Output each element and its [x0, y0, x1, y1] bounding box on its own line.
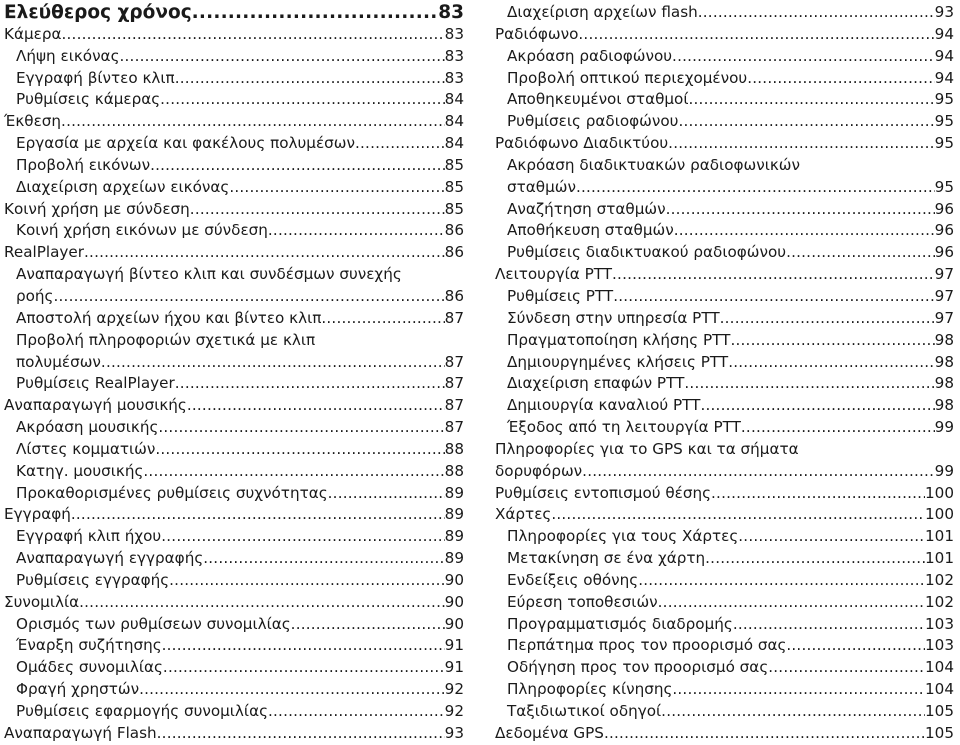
- dot-leader: [163, 657, 445, 679]
- toc-subentry[interactable]: [495, 111, 954, 133]
- toc-subentry[interactable]: [4, 68, 464, 90]
- toc-page-number: 97: [934, 265, 954, 284]
- toc-page-number: 85: [444, 177, 464, 196]
- toc-entry-title: Ρυθμίσεις εγγραφής: [16, 570, 170, 589]
- toc-entry-title: Χάρτες: [495, 505, 552, 524]
- toc-entry-title: Ρυθμίσεις κάμερας: [16, 90, 161, 109]
- toc-subentry[interactable]: [4, 657, 464, 679]
- toc-page-number: 83: [444, 46, 464, 65]
- toc-page-number: 103: [925, 614, 954, 633]
- toc-subentry[interactable]: [495, 308, 954, 330]
- toc-page-number: 86: [444, 286, 464, 305]
- toc-entry-title: Αναπαραγωγή εγγραφής: [16, 549, 204, 568]
- dot-leader: [190, 199, 445, 221]
- toc-entry[interactable]: [4, 395, 464, 417]
- toc-entry-title: Αποθήκευση σταθμών: [507, 221, 674, 240]
- toc-subentry[interactable]: [4, 133, 464, 155]
- toc-page-number: 87: [444, 308, 464, 327]
- toc-subentry[interactable]: [4, 483, 464, 505]
- toc-subentry[interactable]: [495, 635, 954, 657]
- toc-page-number: 85: [444, 155, 464, 174]
- toc-subentry[interactable]: [4, 526, 464, 548]
- toc-entry-title: Αναπαραγωγή μουσικής: [4, 396, 187, 415]
- toc-subentry[interactable]: [495, 395, 954, 417]
- dot-leader: [747, 68, 934, 90]
- toc-page-number: 85: [444, 199, 464, 218]
- toc-entry-title: Ραδιόφωνο: [495, 24, 579, 43]
- toc-entry-title: Προβολή οπτικού περιεχομένου: [507, 68, 748, 87]
- toc-subentry[interactable]: [495, 592, 954, 614]
- toc-subentry[interactable]: [495, 526, 954, 548]
- toc-entry-title: Οδήγηση προς τον προορισμό σας: [507, 658, 769, 677]
- dot-leader: [139, 679, 445, 701]
- toc-page-number: 100: [925, 483, 954, 502]
- toc-entry[interactable]: [4, 504, 464, 526]
- dot-leader: [268, 701, 445, 723]
- dot-leader: [786, 242, 935, 264]
- toc-entry-title: Διαχείριση αρχείων flash: [507, 3, 698, 21]
- toc-entry-title: Ρυθμίσεις RealPlayer: [16, 374, 175, 393]
- toc-entry-title: Δημιουργημένες κλήσεις PTT: [507, 352, 729, 371]
- dot-leader: [175, 68, 445, 90]
- toc-subentry[interactable]: [495, 242, 954, 264]
- dot-leader: [162, 635, 445, 657]
- toc-entry-title: Φραγή χρηστών: [16, 680, 140, 699]
- toc-subentry[interactable]: [495, 155, 954, 199]
- toc-page-number: 93: [934, 3, 954, 21]
- toc-subentry[interactable]: [4, 635, 464, 657]
- toc-subentry[interactable]: [495, 679, 954, 701]
- toc-entry-title: Μετακίνηση σε ένα χάρτη: [507, 549, 706, 568]
- toc-entry-title: Ορισμός των ρυθμίσεων συνομιλίας: [16, 614, 291, 633]
- toc-subentry[interactable]: [4, 701, 464, 723]
- toc-page-number: 94: [934, 46, 954, 65]
- dot-leader: [229, 177, 444, 199]
- toc-entry-title: Κοινή χρήση με σύνδεση: [4, 199, 190, 218]
- dot-leader: [672, 46, 935, 68]
- toc-entry-title: Ακρόαση μουσικής: [16, 418, 159, 437]
- toc-page-number: 91: [444, 658, 464, 677]
- toc-page-number: 94: [934, 68, 954, 87]
- dot-leader: [612, 264, 935, 286]
- toc-entry[interactable]: [495, 133, 954, 155]
- dot-leader: [668, 133, 935, 155]
- toc-entry[interactable]: [495, 24, 954, 46]
- toc-entry-title: Πραγματοποίηση κλήσης PTT: [507, 330, 731, 349]
- toc-page-number: 84: [444, 112, 464, 131]
- toc-subentry[interactable]: [495, 614, 954, 636]
- dot-leader: [155, 439, 444, 461]
- dot-leader: [720, 308, 935, 330]
- dot-leader: [321, 308, 444, 330]
- toc-page-number: 89: [444, 549, 464, 568]
- toc-page-number: 96: [934, 221, 954, 240]
- dot-leader: [730, 330, 934, 352]
- toc-entry-title: Προκαθορισμένες ρυθμίσεις συχνότητας: [16, 483, 328, 502]
- dot-leader: [786, 635, 925, 657]
- toc-entry-title: Αναζήτηση σταθμών: [507, 199, 666, 218]
- toc-entry-title: Πληροφορίες κίνησης: [507, 680, 673, 699]
- toc-page-number: 99: [934, 461, 954, 480]
- toc-entry[interactable]: [4, 592, 464, 614]
- toc-entry-title-line1: Πληροφορίες για το GPS και τα σήματα: [495, 439, 799, 458]
- toc-entry-title: Ρυθμίσεις PTT: [507, 286, 614, 305]
- toc-subentry[interactable]: [4, 330, 464, 374]
- toc-entry[interactable]: [495, 483, 954, 505]
- toc-entry-title: Κοινή χρήση εικόνων με σύνδεση: [16, 221, 268, 240]
- toc-page-number: 84: [444, 134, 464, 153]
- toc-subentry[interactable]: [4, 570, 464, 592]
- toc-entry-title: Δεδομένα GPS: [495, 723, 604, 742]
- toc-page-number: 95: [934, 112, 954, 131]
- toc-page-number: 83: [438, 2, 464, 23]
- dot-leader: [672, 679, 925, 701]
- toc-page-number: 105: [925, 723, 954, 742]
- toc-entry-title: Κάμερα: [4, 24, 62, 43]
- dot-leader: [576, 177, 935, 199]
- toc-page-number: 97: [934, 308, 954, 327]
- dot-leader: [150, 155, 445, 177]
- toc-page-number: 98: [934, 330, 954, 349]
- toc-entry-title: Ελεύθερος χρόνος: [4, 2, 192, 23]
- dot-leader: [101, 352, 445, 374]
- dot-leader: [79, 592, 445, 614]
- dot-leader: [192, 2, 439, 24]
- dot-leader: [700, 395, 934, 417]
- toc-entry-title: Λίστες κομματιών: [16, 439, 156, 458]
- toc-page-number: 102: [925, 570, 954, 589]
- toc-entry[interactable]: [495, 723, 954, 745]
- toc-entry-title: Εγγραφή κλιπ ήχου: [16, 527, 162, 546]
- dot-leader: [705, 548, 925, 570]
- toc-page-number: 89: [444, 483, 464, 502]
- toc-page-number: 87: [444, 352, 464, 371]
- toc-entry-title: σταθμών: [507, 177, 576, 196]
- toc-entry-title: Έξοδος από τη λειτουργία PTT: [507, 418, 741, 437]
- dot-leader: [613, 286, 934, 308]
- toc-subentry[interactable]: [495, 286, 954, 308]
- toc-page-number: 90: [444, 614, 464, 633]
- toc-subentry[interactable]: [4, 439, 464, 461]
- toc-page-number: 98: [934, 374, 954, 393]
- toc-page-number: 89: [444, 527, 464, 546]
- dot-leader: [158, 417, 444, 439]
- dot-leader: [143, 461, 444, 483]
- toc-page-number: 89: [444, 505, 464, 524]
- toc-entry-title: Αποστολή αρχείων ήχου και βίντεο κλιπ: [16, 308, 322, 327]
- toc-left-column: [4, 2, 464, 745]
- toc-page-number: 83: [444, 24, 464, 43]
- toc-subentry[interactable]: [495, 657, 954, 679]
- toc-subentry[interactable]: [4, 614, 464, 636]
- dot-leader: [203, 548, 444, 570]
- toc-page-number: 96: [934, 243, 954, 262]
- toc-entry[interactable]: [495, 264, 954, 286]
- dot-leader: [62, 24, 445, 46]
- toc-page-number: 88: [444, 461, 464, 480]
- toc-entry-title: Έναρξη συζήτησης: [16, 636, 162, 655]
- dot-leader: [733, 614, 925, 636]
- toc-entry-title: Έκθεση: [4, 112, 62, 131]
- toc-page-number: 95: [934, 90, 954, 109]
- toc-entry-title-line1: Αναπαραγωγή βίντεο κλιπ και συνδέσμων συνεχής: [16, 265, 402, 284]
- dot-leader: [160, 89, 445, 111]
- toc-entry-title: Ενδείξεις οθόνης: [507, 570, 639, 589]
- toc-subentry[interactable]: [4, 548, 464, 570]
- dot-leader: [578, 24, 934, 46]
- toc-entry[interactable]: [4, 24, 464, 46]
- toc-page-number: 88: [444, 439, 464, 458]
- toc-entry-title: Προγραμματισμός διαδρομής: [507, 614, 733, 633]
- toc-right-column: [495, 2, 954, 745]
- toc-subentry[interactable]: [495, 701, 954, 723]
- dot-leader: [291, 614, 445, 636]
- dot-leader: [169, 570, 445, 592]
- toc-page-number: 100: [925, 505, 954, 524]
- toc-subentry[interactable]: [495, 570, 954, 592]
- toc-subentry[interactable]: [4, 679, 464, 701]
- toc-page-number: 86: [444, 221, 464, 240]
- toc-subentry[interactable]: [4, 46, 464, 68]
- dot-leader: [61, 111, 445, 133]
- toc-entry-title: Διαχείριση επαφών PTT: [507, 374, 685, 393]
- dot-leader: [666, 199, 935, 221]
- toc-subentry[interactable]: [495, 220, 954, 242]
- toc-entry-title: Αποθηκευμένοι σταθμοί: [507, 90, 689, 109]
- toc-subentry[interactable]: [4, 373, 464, 395]
- toc-subentry[interactable]: [495, 68, 954, 90]
- dot-leader: [161, 526, 444, 548]
- toc-page-number: 94: [934, 24, 954, 43]
- dot-leader: [768, 657, 925, 679]
- toc-entry[interactable]: [4, 723, 464, 745]
- toc-page-number: 98: [934, 352, 954, 371]
- dot-leader: [120, 46, 445, 68]
- toc-subentry[interactable]: [495, 373, 954, 395]
- toc-entry[interactable]: [495, 439, 954, 483]
- dot-leader: [328, 483, 445, 505]
- toc-entry-title: Διαχείριση αρχείων εικόνας: [16, 177, 230, 196]
- toc-subentry[interactable]: [495, 89, 954, 111]
- dot-leader: [582, 461, 935, 483]
- dot-leader: [175, 373, 445, 395]
- toc-entry[interactable]: [4, 242, 464, 264]
- toc-subentry[interactable]: [495, 46, 954, 68]
- toc-page-number: 87: [444, 374, 464, 393]
- toc-entry-title: Εγγραφή βίντεο κλιπ: [16, 68, 175, 87]
- dot-leader: [728, 352, 934, 374]
- toc-entry-title: Λειτουργία PTT: [495, 265, 613, 284]
- toc-page-number: 97: [934, 286, 954, 305]
- dot-leader: [658, 592, 925, 614]
- toc-entry-title: δορυφόρων: [495, 461, 583, 480]
- dot-leader: [711, 483, 925, 505]
- toc-page-number: 105: [925, 702, 954, 720]
- toc-entry-title: Ρυθμίσεις εντοπισμού θέσης: [495, 483, 712, 502]
- toc-page-number: 101: [925, 527, 954, 546]
- toc-page-number: 103: [925, 636, 954, 655]
- toc-entry-title-line1: Ακρόαση διαδικτυακών ραδιοφωνικών: [507, 155, 800, 174]
- toc-entry-title: Ραδιόφωνο Διαδικτύου: [495, 134, 669, 153]
- dot-leader: [187, 395, 445, 417]
- dot-leader: [738, 526, 925, 548]
- toc-entry-title: Αναπαραγωγή Flash: [4, 723, 157, 742]
- dot-leader: [355, 133, 445, 155]
- toc-page-number: 92: [444, 702, 464, 720]
- toc-page-number: 99: [934, 418, 954, 437]
- toc-entry-title-line1: Προβολή πληροφοριών σχετικά με κλιπ: [16, 330, 316, 349]
- toc-entry-title: Εργασία με αρχεία και φακέλους πολυμέσων: [16, 134, 355, 153]
- toc-entry-title: Ρυθμίσεις ραδιοφώνου: [507, 112, 679, 131]
- toc-page-number: 96: [934, 199, 954, 218]
- dot-leader: [53, 286, 444, 308]
- toc-entry-title: Ακρόαση ραδιοφώνου: [507, 46, 673, 65]
- dot-leader: [604, 723, 925, 745]
- toc-subentry[interactable]: [4, 177, 464, 199]
- toc-entry-title: Κατηγ. μουσικής: [16, 461, 144, 480]
- toc-entry-title: Εύρεση τοποθεσιών: [507, 592, 658, 611]
- toc-subentry[interactable]: [495, 417, 954, 439]
- toc-page-number: 102: [925, 592, 954, 611]
- toc-entry-title: Ρυθμίσεις εφαρμογής συνομιλίας: [16, 702, 268, 720]
- toc-entry-title: Σύνδεση στην υπηρεσία PTT: [507, 308, 720, 327]
- dot-leader: [638, 570, 925, 592]
- toc-subentry[interactable]: [4, 461, 464, 483]
- toc-page-number: 104: [925, 680, 954, 699]
- toc-entry-title: Λήψη εικόνας: [16, 46, 120, 65]
- toc-page-number: 92: [444, 680, 464, 699]
- dot-leader: [661, 701, 925, 723]
- toc-subentry[interactable]: [495, 330, 954, 352]
- toc-page-number: 83: [444, 68, 464, 87]
- dot-leader: [84, 242, 445, 264]
- toc-section-heading[interactable]: [4, 2, 464, 24]
- toc-entry-title: Ταξιδιωτικοί οδηγοί: [507, 702, 662, 720]
- toc-entry-title: Συνομιλία: [4, 592, 80, 611]
- toc-subentry[interactable]: [4, 264, 464, 308]
- toc-page-number: 90: [444, 570, 464, 589]
- dot-leader: [684, 373, 934, 395]
- toc-page-number: 98: [934, 396, 954, 415]
- toc-subentry[interactable]: [495, 352, 954, 374]
- toc-subentry[interactable]: [4, 417, 464, 439]
- toc-entry-title: RealPlayer: [4, 243, 85, 262]
- toc-page-number: 90: [444, 592, 464, 611]
- toc-entry-title: Περπάτημα προς τον προορισμό σας: [507, 636, 787, 655]
- toc-entry-title: Εγγραφή: [4, 505, 71, 524]
- toc-entry-title: Πληροφορίες για τους Χάρτες: [507, 527, 739, 546]
- toc-entry-title: Δημιουργία καναλιού PTT: [507, 396, 701, 415]
- toc-entry[interactable]: [4, 111, 464, 133]
- toc-subentry[interactable]: [4, 220, 464, 242]
- toc-entry-title: Προβολή εικόνων: [16, 155, 151, 174]
- dot-leader: [674, 220, 935, 242]
- toc-entry-title: Ομάδες συνομιλίας: [16, 658, 163, 677]
- toc-page-number: 104: [925, 658, 954, 677]
- toc-subentry[interactable]: [4, 155, 464, 177]
- dot-leader: [741, 417, 935, 439]
- toc-page-number: 86: [444, 243, 464, 262]
- toc-subentry[interactable]: [495, 199, 954, 221]
- dot-leader: [678, 111, 934, 133]
- toc-entry-title: ροής: [16, 286, 54, 305]
- toc-entry[interactable]: [4, 199, 464, 221]
- toc-page-number: 87: [444, 418, 464, 437]
- toc-subentry[interactable]: [4, 308, 464, 330]
- toc-page-number: 95: [934, 134, 954, 153]
- toc-page-number: 87: [444, 396, 464, 415]
- dot-leader: [698, 2, 935, 24]
- toc-entry-title: πολυμέσων: [16, 352, 101, 371]
- toc-page-number: 95: [934, 177, 954, 196]
- dot-leader: [268, 220, 445, 242]
- toc-page-number: 84: [444, 90, 464, 109]
- toc-page-number: 93: [444, 723, 464, 742]
- toc-subentry[interactable]: [4, 89, 464, 111]
- toc-subentry[interactable]: [495, 548, 954, 570]
- toc-entry[interactable]: [495, 504, 954, 526]
- toc-subentry[interactable]: [495, 2, 954, 24]
- dot-leader: [71, 504, 445, 526]
- toc-entry-title: Ρυθμίσεις διαδικτυακού ραδιοφώνου: [507, 243, 787, 262]
- dot-leader: [688, 89, 934, 111]
- toc-page-number: 101: [925, 549, 954, 568]
- dot-leader: [551, 504, 925, 526]
- toc-page-number: 91: [444, 636, 464, 655]
- dot-leader: [157, 723, 445, 745]
